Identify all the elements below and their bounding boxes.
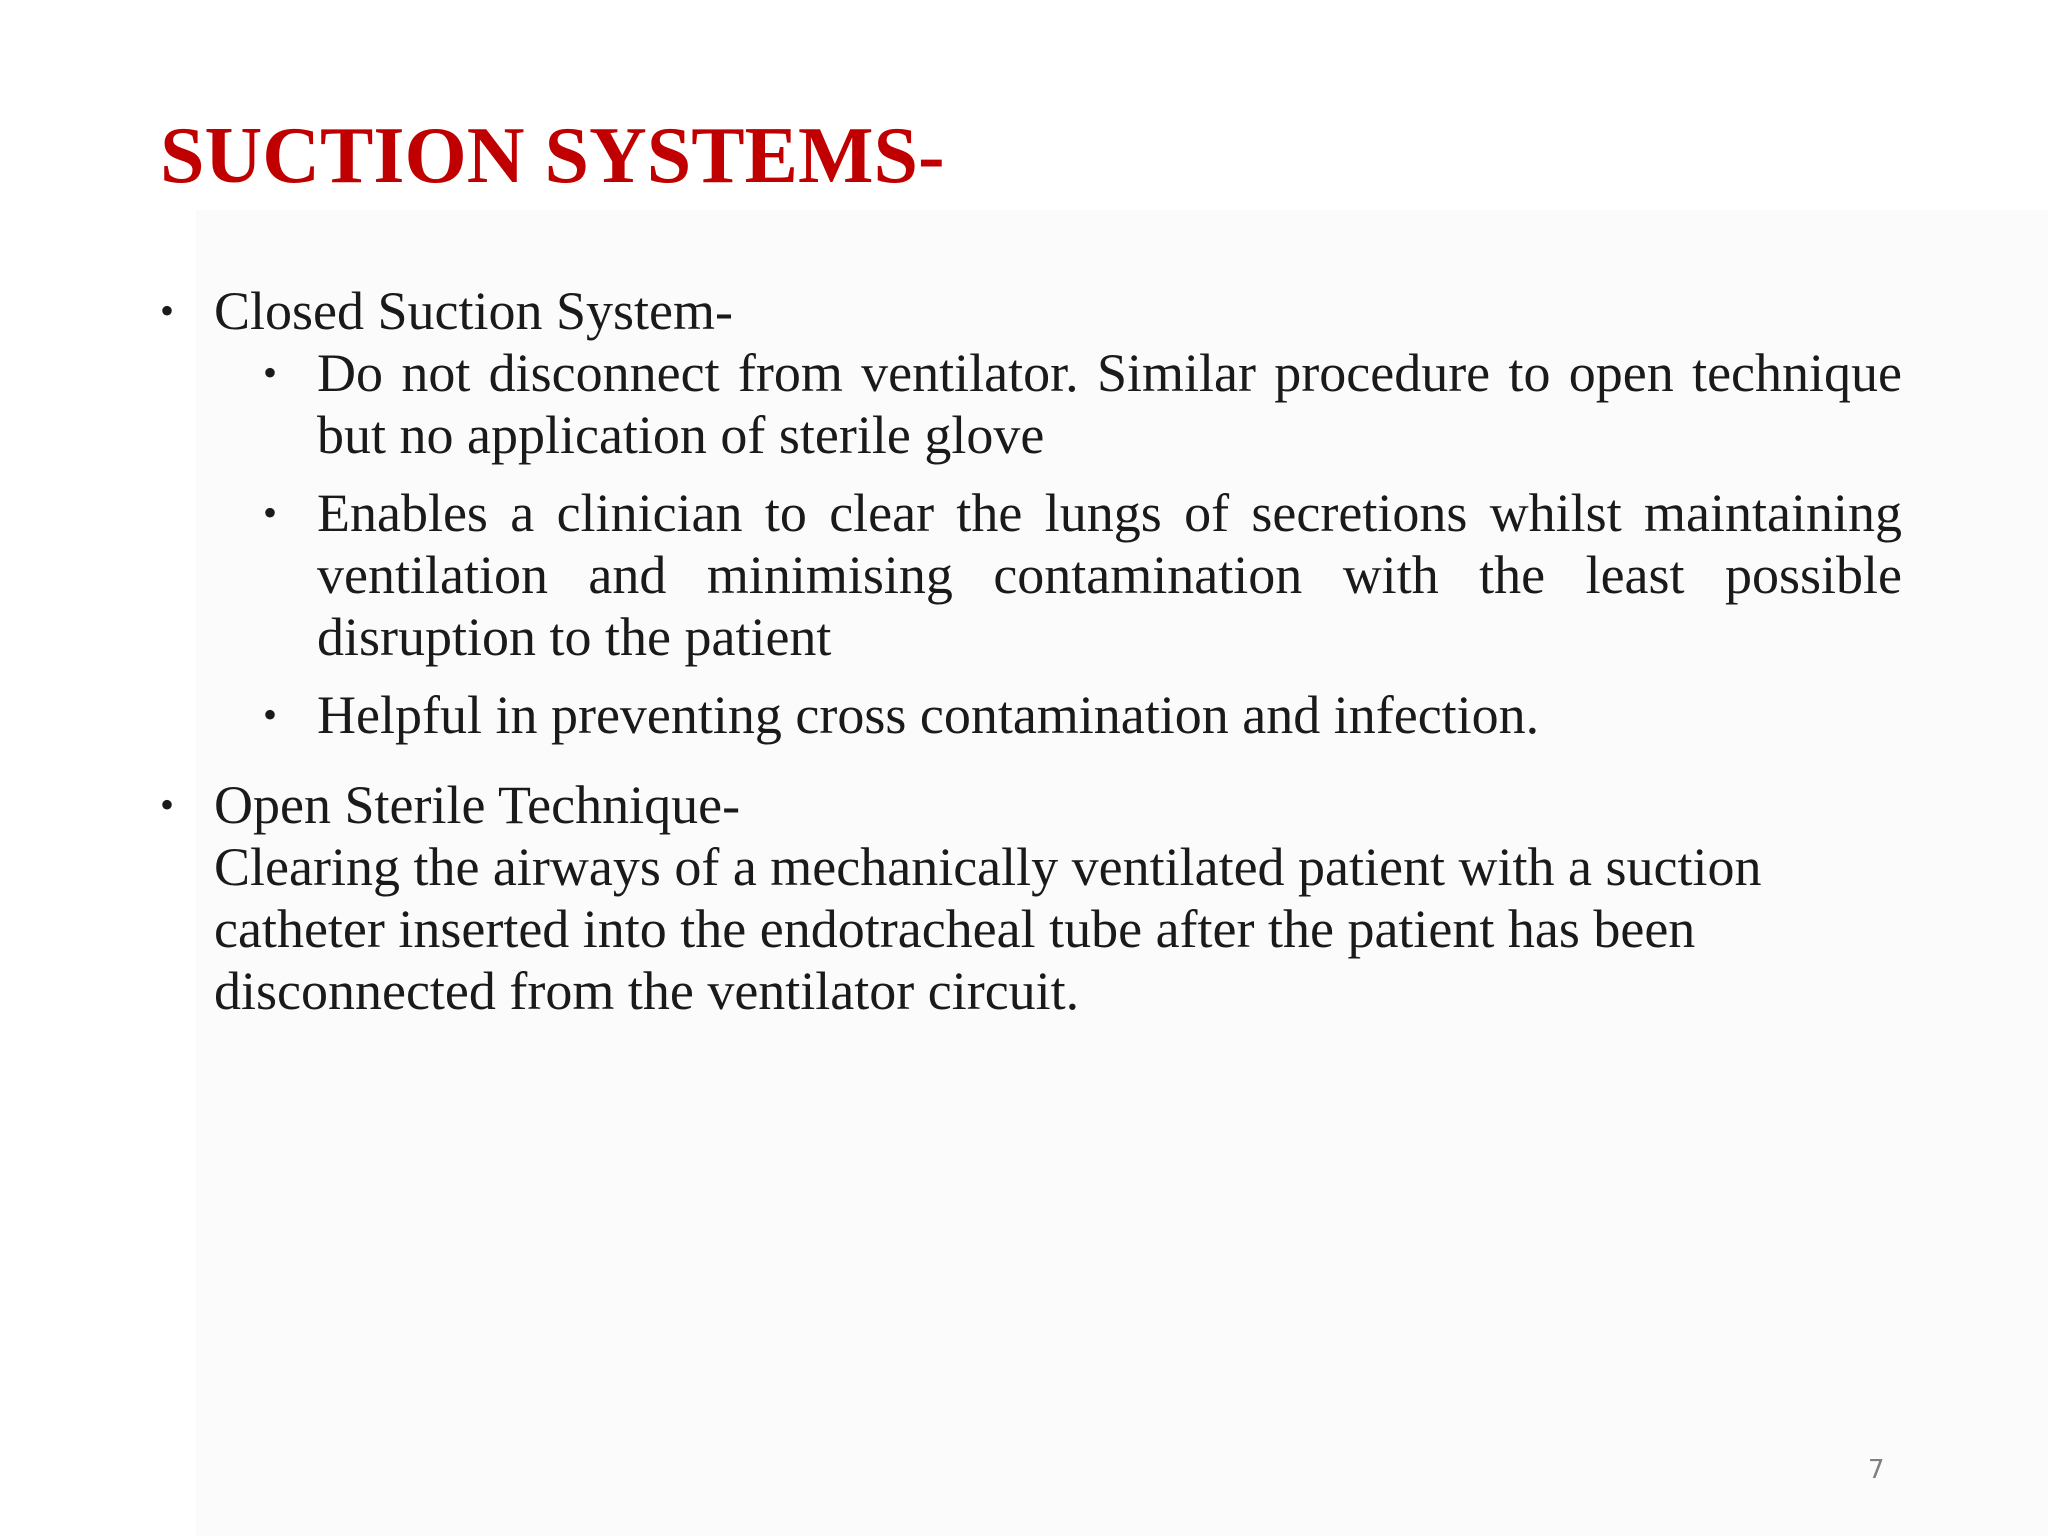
bullet-label: Open Sterile Technique- [214, 775, 741, 835]
sub-bullet-text: Enables a clinician to clear the lungs of secretions whilst maintaining ventilation and minimising contamination with the least possible disruption to the patient [317, 483, 1902, 667]
bullet-item-open-sterile [160, 774, 1902, 1022]
bullet-label: Closed Suction System- [214, 281, 734, 341]
sub-bullet-item [160, 684, 1902, 746]
sub-bullet-item [160, 342, 1902, 466]
page-number: 7 [1868, 1455, 1885, 1485]
bullet-icon: • [160, 288, 175, 333]
bullet-icon: • [263, 490, 278, 535]
sub-bullet-text: Helpful in preventing cross contamination and infection. [317, 685, 1540, 745]
slide-body [160, 280, 1902, 1022]
slide-title: SUCTION SYSTEMS- [160, 112, 945, 200]
bullet-description: Clearing the airways of a mechanically ventilated patient with a suction catheter inserted into the endotracheal tube after the patient has been disconnected from the ventilator circuit. [214, 837, 1762, 1021]
bullet-icon: • [263, 692, 278, 737]
bullet-item-closed-suction [160, 280, 1902, 342]
bullet-icon: • [263, 350, 278, 395]
sub-bullet-item [160, 482, 1902, 668]
bullet-icon: • [160, 782, 175, 827]
sub-bullet-text: Do not disconnect from ventilator. Similar procedure to open technique but no application of sterile glove [317, 343, 1902, 465]
